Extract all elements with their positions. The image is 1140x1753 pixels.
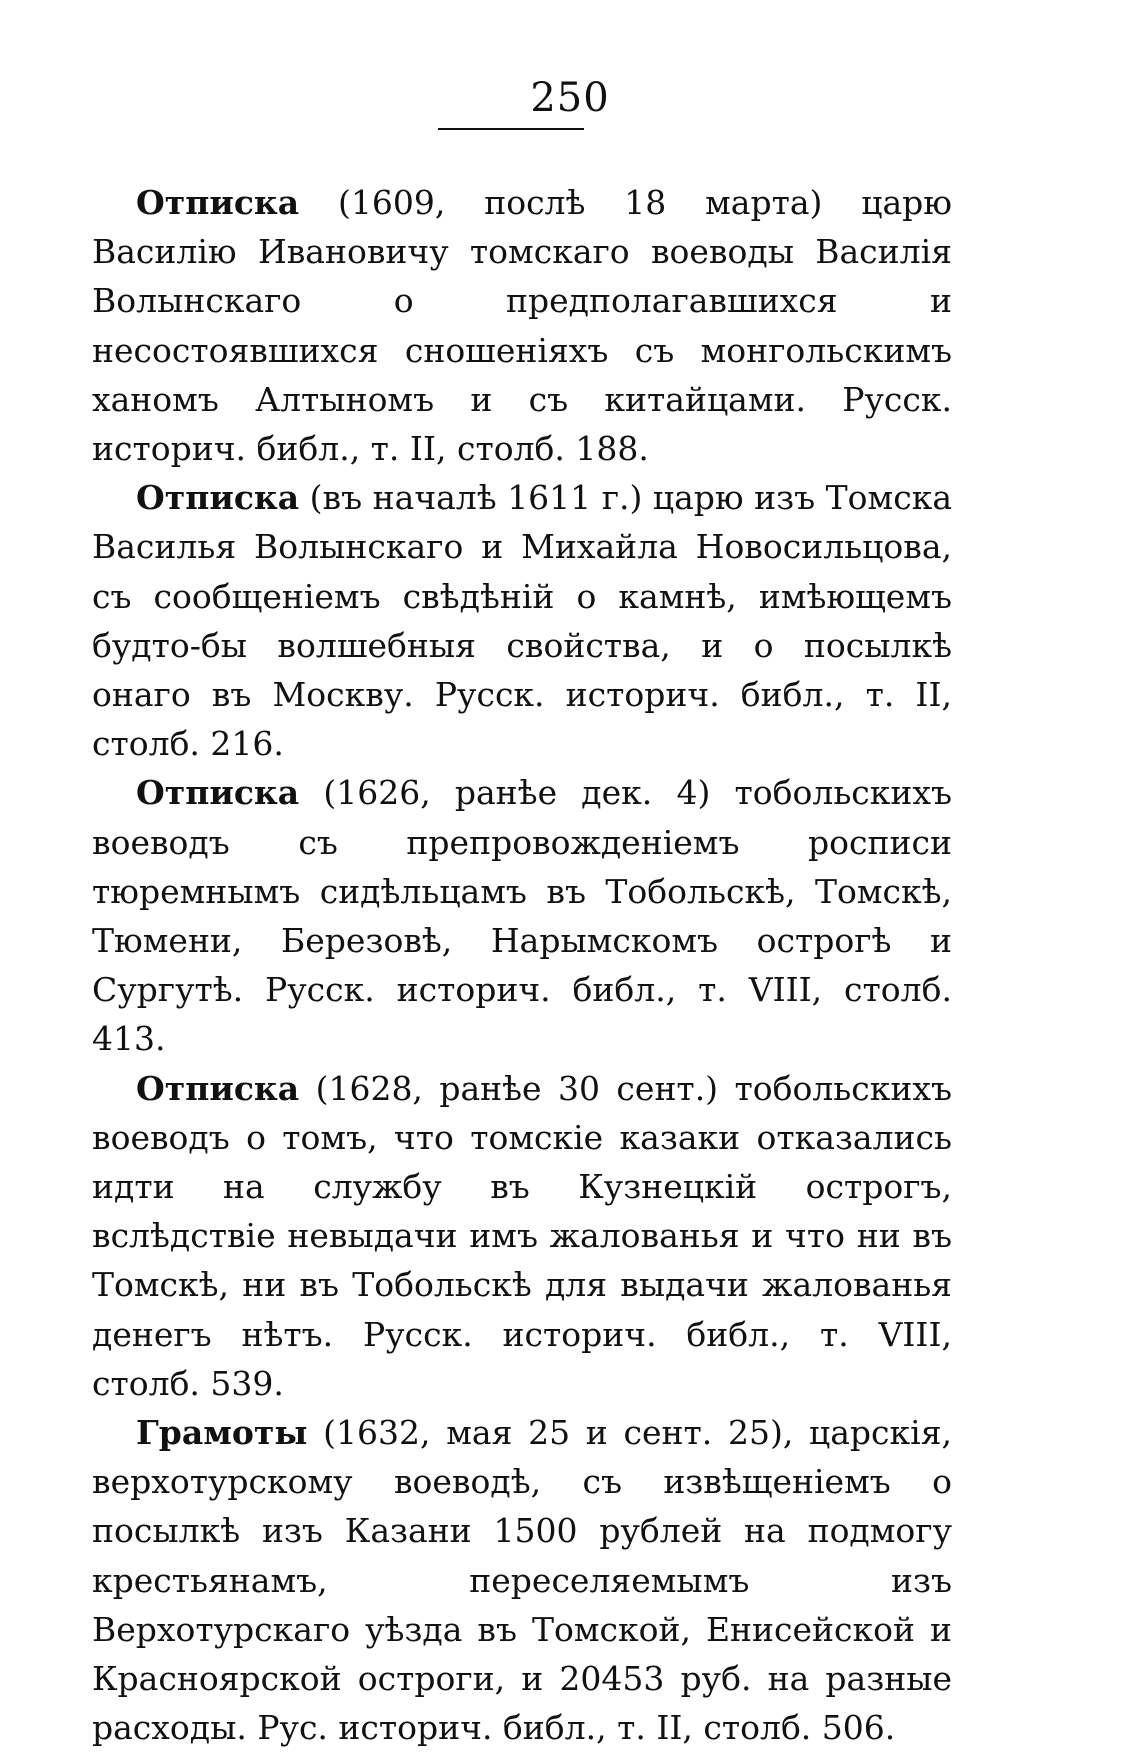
page-number-rule bbox=[438, 128, 584, 130]
entry-heading: Грамоты bbox=[136, 1413, 308, 1453]
entry-heading: Отписка bbox=[136, 183, 300, 222]
entry-heading: Отписка bbox=[136, 478, 300, 518]
entry-text: (1609, послѣ 18 марта) царю Василію Ивановичу томскаго воеводы Василія Волынскаго о предполагавшихся и несостоявшихся сношеніяхъ съ монгольскимъ ханомъ Алтыномъ и съ китайцами. Русск. историч. библ., т. II, столб. 188. bbox=[92, 183, 952, 469]
entry-text: (1632, мая 25 и сент. 25), царскія, верхотурскому воеводѣ, съ извѣщеніемъ о посылкѣ изъ Казани 1500 рублей на подмогу крестьянамъ, переселяемымъ изъ Верхотурскаго уѣзда въ Томской, Енисейской и Красноярской остроги, и 20453 руб. на разные расходы. Рус. историч. библ., т. II, столб. 506. bbox=[92, 1413, 952, 1748]
entry-text: (въ началѣ 1611 г.) царю изъ Томска Василья Волынскаго и Михайла Новосильцова, съ сообщеніемъ свѣдѣній о камнѣ, имѣющемъ будто-бы волшебныя свойства, и о посылкѣ онаго въ Москву. Русск. историч. библ., т. II, столб. 216. bbox=[92, 478, 952, 764]
entry bbox=[92, 1408, 952, 1752]
page-number: 250 bbox=[530, 75, 610, 121]
entry-heading: Отписка bbox=[136, 1068, 300, 1108]
entry bbox=[92, 1064, 952, 1408]
entry-text: (1626, ранѣе дек. 4) тобольскихъ воеводъ съ препровожденіемъ росписи тюремнымъ сидѣльцамъ въ Тобольскѣ, Томскѣ, Тюмени, Березовѣ, Нарымскомъ острогѣ и Сургутѣ. Русск. историч. библ., т. VIII, столб. 413. bbox=[92, 773, 953, 1059]
entry-text: (1628, ранѣе 30 сент.) тобольскихъ воеводъ о томъ, что томскіе казаки отказались идти на службу въ Кузнецкій острогъ, вслѣдствіе невыдачи имъ жалованья и что ни въ Томскѣ, ни въ Тобольскѣ для выдачи жалованья денегъ нѣтъ. Русск. историч. библ., т. VIII, столб. 539. bbox=[92, 1068, 952, 1403]
entry bbox=[92, 473, 952, 768]
entry bbox=[92, 178, 952, 473]
entry-list bbox=[92, 178, 952, 1753]
entry bbox=[92, 768, 952, 1063]
entry-heading: Отписка bbox=[136, 773, 300, 813]
